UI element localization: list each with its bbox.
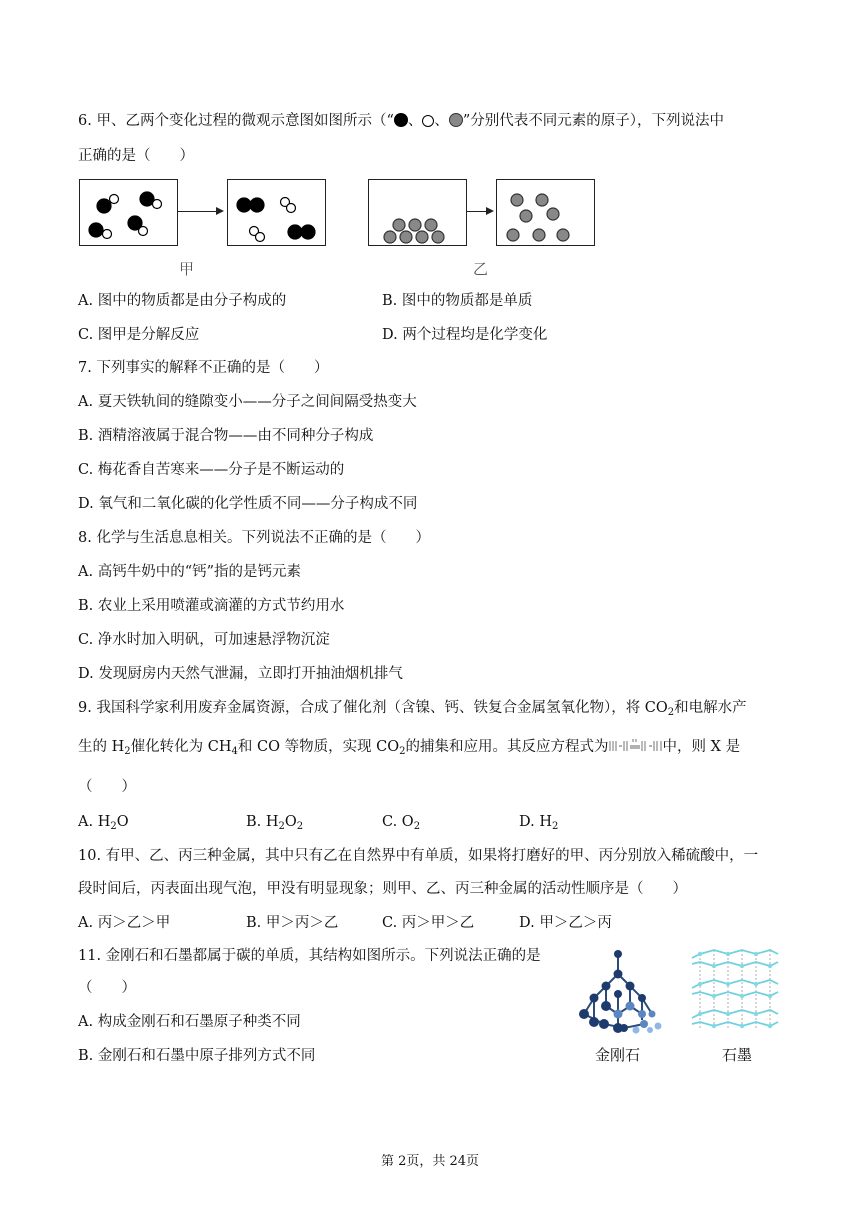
- arrow-jia: [178, 211, 222, 212]
- q7-option-a: A. 夏天铁轨间的缝隙变小——分子之间间隔受热变大: [78, 394, 417, 410]
- q6-option-c: C. 图甲是分解反应: [78, 327, 200, 343]
- equation-image-icon: [609, 737, 663, 755]
- arrow-yi: [467, 211, 492, 212]
- q10-option-d: D. 甲＞乙＞丙: [519, 915, 612, 931]
- q8-stem: 8. 化学与生活息息相关。下列说法不正确的是（ ）: [78, 530, 430, 546]
- q6-option-d: D. 两个过程均是化学变化: [382, 327, 548, 343]
- caption-jia: 甲: [179, 260, 195, 278]
- q10-option-a: A. 丙＞乙＞甲: [78, 915, 171, 931]
- jia-after-molecules: [228, 180, 325, 245]
- yi-before-atoms: [369, 180, 466, 245]
- diagram-yi-after: [496, 179, 595, 246]
- q10-option-b: B. 甲＞丙＞乙: [246, 915, 339, 931]
- q10-stem-line1: 10. 有甲、乙、丙三种金属，其中只有乙在自然界中有单质，如果将打磨好的甲、丙分别放入稀硫酸中，一: [78, 848, 759, 864]
- q6-stem-b: ”分别代表不同元素的原子），下列说法中: [462, 113, 725, 129]
- q6-option-a: A. 图中的物质都是由分子构成的: [78, 293, 287, 309]
- black-atom-icon: [394, 113, 408, 127]
- q8-option-b: B. 农业上采用喷灌或滴灌的方式节约用水: [78, 598, 345, 614]
- q9-option-c: C. $O_2$: [382, 814, 421, 832]
- q6-option-b: B. 图中的物质都是单质: [382, 293, 533, 309]
- caption-yi: 乙: [473, 260, 489, 278]
- white-atom-icon: [422, 115, 434, 127]
- diamond-label: 金刚石: [595, 1046, 641, 1064]
- q11-option-a: A. 构成金刚石和石墨原子种类不同: [78, 1014, 301, 1030]
- graphite-structure-icon: [688, 944, 782, 1036]
- diamond-structure-icon: [574, 944, 674, 1036]
- q11-stem-line2: （ ）: [78, 980, 136, 996]
- q9-stem-line2: 生的 $H_2$催化转化为 $CH_4$和 CO 等物质，实现 $CO_2$的捕集和应用。其反应方程式为 中，则 X 是: [78, 739, 741, 757]
- q9-option-b: B. $H_2O_2$: [246, 814, 304, 832]
- q9-option-a: A. $H_2O$: [78, 814, 129, 832]
- q6-stem-line2: 正确的是（ ）: [78, 148, 194, 164]
- q6-stem-a: 6. 甲、乙两个变化过程的微观示意图如图所示（“: [78, 113, 394, 129]
- q7-option-c: C. 梅花香自苦寒来——分子是不断运动的: [78, 462, 345, 478]
- page-footer: 第 2页，共 24页: [380, 1154, 480, 1169]
- q9-stem-line1: 9. 我国科学家利用废弃金属资源，合成了催化剂（含镍、钙、铁复合金属氢氧化物），将 $CO_2$和电解水产: [78, 700, 747, 718]
- q6-stem-line1: 6. 甲、乙两个变化过程的微观示意图如图所示（“ 、 、 ”分别代表不同元素的原子），下列说法中: [78, 113, 725, 129]
- q7-option-d: D. 氧气和二氧化碳的化学性质不同——分子构成不同: [78, 496, 418, 512]
- q10-stem-line2: 段时间后，丙表面出现气泡，甲没有明显现象；则甲、乙、丙三种金属的活动性顺序是（ ）: [78, 881, 687, 897]
- yi-after-atoms: [497, 180, 594, 245]
- q10-option-c: C. 丙＞甲＞乙: [382, 915, 475, 931]
- diagram-jia-before: [79, 179, 178, 246]
- diagram-yi-before: [368, 179, 467, 246]
- q11-stem-line1: 11. 金刚石和石墨都属于碳的单质，其结构如图所示。下列说法正确的是: [78, 948, 541, 964]
- q9-stem-line3: （ ）: [78, 779, 136, 795]
- molecule: [89, 192, 162, 239]
- graphite-label: 石墨: [722, 1046, 753, 1064]
- q8-option-d: D. 发现厨房内天然气泄漏，立即打开抽油烟机排气: [78, 666, 403, 682]
- q9-option-d: D. $H_2$: [519, 814, 559, 832]
- q7-option-b: B. 酒精溶液属于混合物——由不同种分子构成: [78, 428, 374, 444]
- gray-atom-icon: [449, 113, 463, 127]
- jia-before-molecules: [80, 180, 177, 245]
- q8-option-c: C. 净水时加入明矾，可加速悬浮物沉淀: [78, 632, 330, 648]
- q8-option-a: A. 高钙牛奶中的“钙”指的是钙元素: [78, 564, 302, 580]
- diagram-jia-after: [227, 179, 326, 246]
- q11-option-b: B. 金刚石和石墨中原子排列方式不同: [78, 1048, 316, 1064]
- q7-stem: 7. 下列事实的解释不正确的是（ ）: [78, 360, 329, 376]
